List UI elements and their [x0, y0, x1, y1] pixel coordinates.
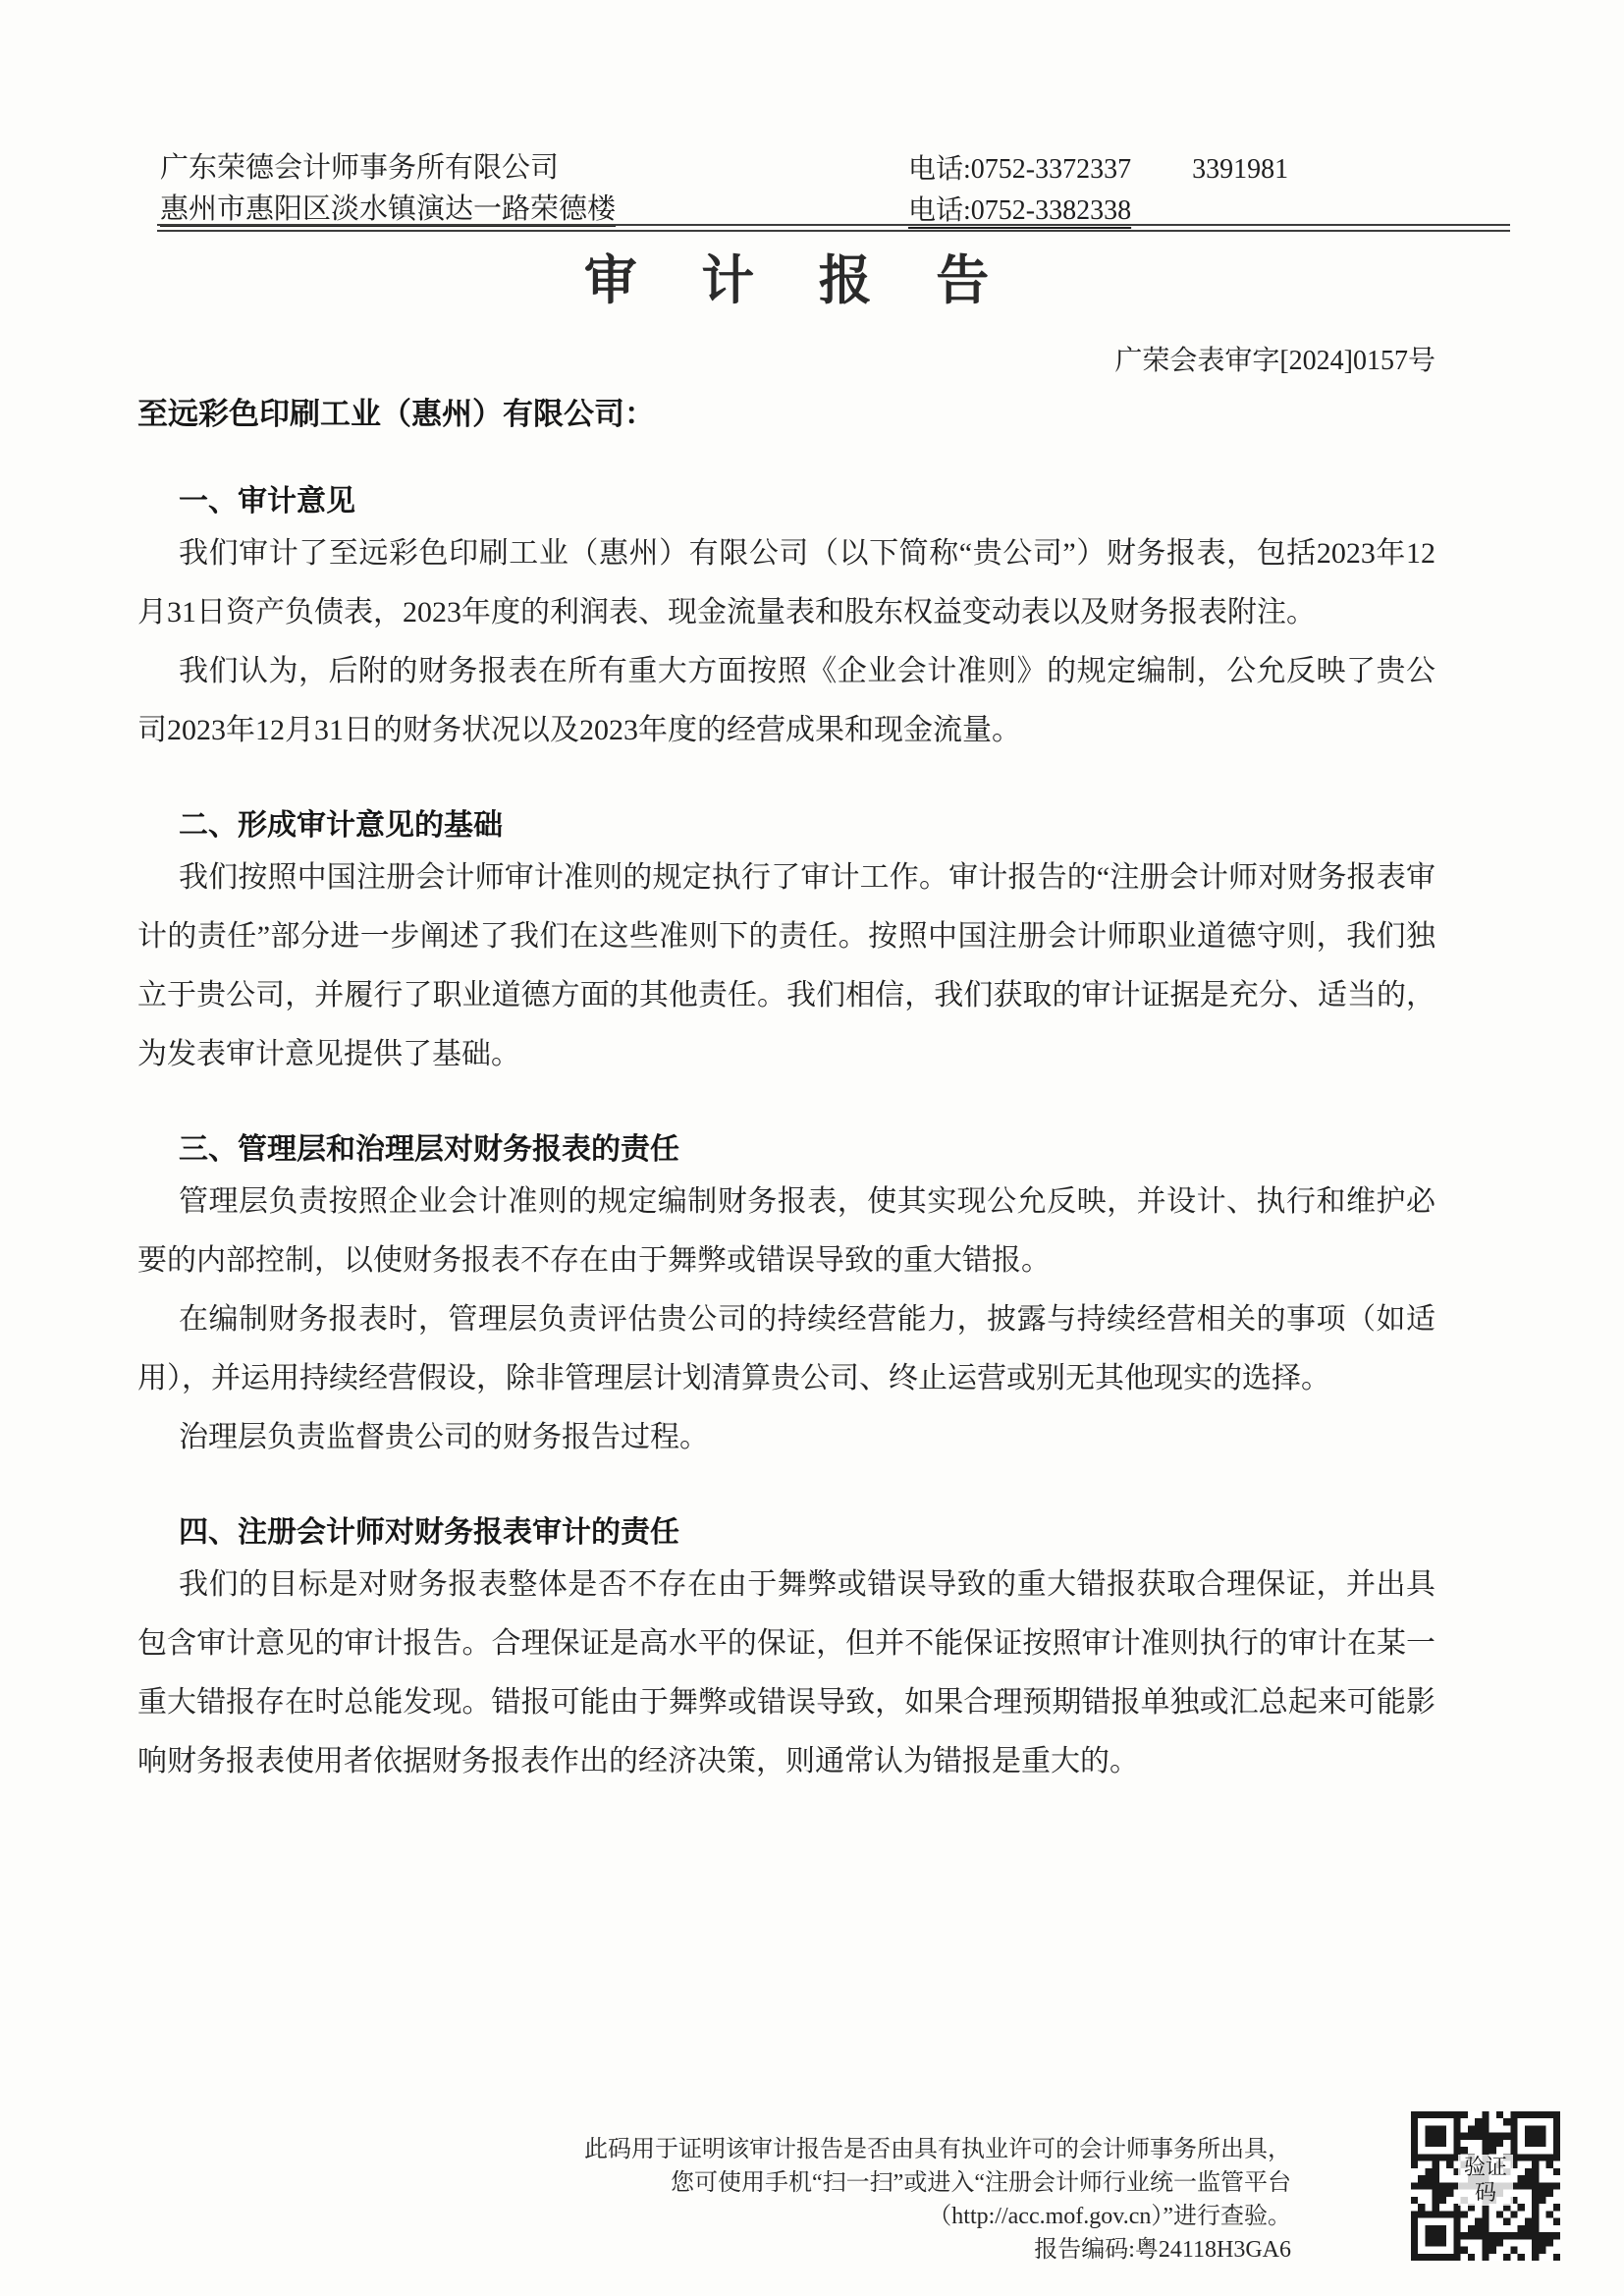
section-heading-1: 一、审计意见 [179, 485, 355, 518]
section-heading-4: 四、注册会计师对财务报表审计的责任 [179, 1516, 679, 1549]
paragraph: 我们认为，后附的财务报表在所有重大方面按照《企业会计准则》的规定编制，公允反映了贵公司2023年12月31日的财务状况以及2023年度的经营成果和现金流量。 [137, 655, 1435, 746]
section-audit-opinion [137, 479, 1435, 760]
report-code: 报告编码:粤24118H3GA6 [1034, 2237, 1291, 2263]
addressee: 至远彩色印刷工业（惠州）有限公司： [137, 397, 655, 431]
verification-qr-code [1411, 2111, 1560, 2261]
doc-number: 广荣会表审字[2024]0157号 [1114, 346, 1435, 376]
page-title: 审 计 报 告 [583, 251, 1015, 310]
qr-overlay-label: 验证码 [1458, 2155, 1513, 2206]
paragraph: 我们审计了至远彩色印刷工业（惠州）有限公司（以下简称“贵公司”）财务报表，包括2023年12月31日资产负债表，2023年度的利润表、现金流量表和股东权益变动表以及财务报表附注。 [137, 537, 1435, 629]
phone-block [908, 149, 1288, 232]
section-management-responsibility [137, 1127, 1435, 1467]
section-basis-for-opinion [137, 803, 1435, 1084]
letterhead [160, 147, 1508, 224]
paragraph: 治理层负责监督贵公司的财务报告过程。 [179, 1421, 709, 1453]
phone-number-2: 电话:0752-3382338 [908, 195, 1132, 226]
verification-note-line-1: 此码用于证明该审计报告是否由具有执业许可的会计师事务所出具， [584, 2137, 1291, 2162]
report-body [137, 244, 1435, 1791]
firm-block [160, 147, 616, 230]
paragraph: 我们按照中国注册会计师审计准则的规定执行了审计工作。审计报告的“注册会计师对财务报表审计的责任”部分进一步阐述了我们在这些准则下的责任。按照中国注册会计师职业道德守则，我们独立于贵公司，并履行了职业道德方面的其他责任。我们相信，我们获取的审计证据是充分、适当的，为发表审计意见提供了基础。 [137, 861, 1435, 1070]
phone-number-1-extra: 3391981 [1192, 154, 1289, 185]
firm-address: 惠州市惠阳区淡水镇演达一路荣德楼 [160, 193, 617, 225]
verification-note [476, 2133, 1291, 2267]
paragraph: 管理层负责按照企业会计准则的规定编制财务报表，使其实现公允反映，并设计、执行和维护必要的内部控制，以使财务报表不存在由于舞弊或错误导致的重大错报。 [137, 1185, 1435, 1277]
section-heading-2: 二、形成审计意见的基础 [179, 809, 503, 842]
paragraph: 在编制财务报表时，管理层负责评估贵公司的持续经营能力，披露与持续经营相关的事项（如适用），并运用持续经营假设，除非管理层计划清算贵公司、终止运营或别无其他现实的选择。 [137, 1303, 1435, 1394]
firm-name: 广东荣德会计师事务所有限公司 [160, 152, 560, 184]
paragraph: 我们的目标是对财务报表整体是否不存在由于舞弊或错误导致的重大错报获取合理保证，并出具包含审计意见的审计报告。合理保证是高水平的保证，但并不能保证按照审计准则执行的审计在某一重大错报存在时总能发现。错报可能由于舞弊或错误导致，如果合理预期错报单独或汇总起来可能影响财务报表使用者依据财务报表作出的经济决策，则通常认为错报是重大的。 [137, 1568, 1435, 1777]
section-auditor-responsibility [137, 1510, 1435, 1791]
phone-line-1 [908, 149, 1288, 191]
phone-number-1: 电话:0752-3372337 [908, 154, 1132, 185]
verification-note-line-2: 您可使用手机“扫一扫”或进入“注册会计师行业统一监管平台（http://acc.mof.gov.cn）”进行查验。 [671, 2170, 1291, 2229]
letterhead-divider [157, 224, 1510, 232]
section-heading-3: 三、管理层和治理层对财务报表的责任 [179, 1133, 679, 1166]
